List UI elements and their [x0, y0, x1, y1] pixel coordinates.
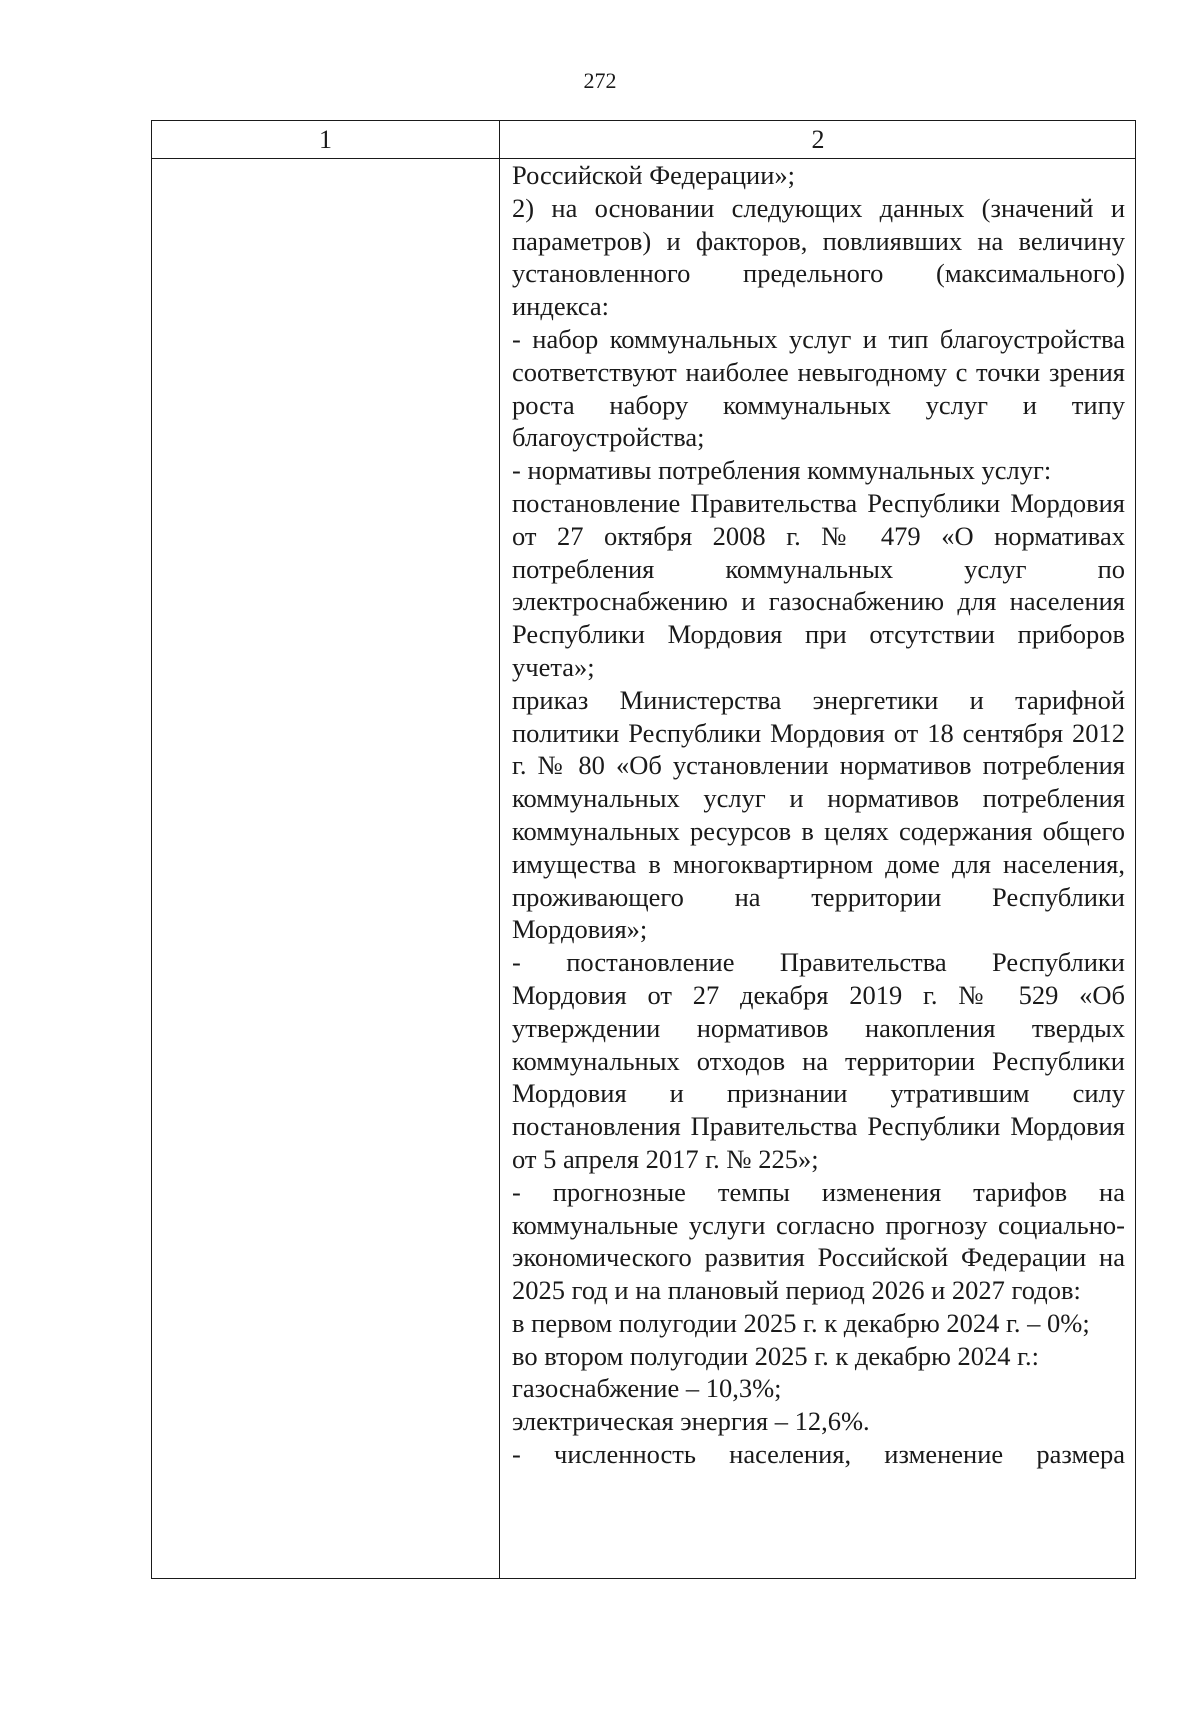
paragraph-first-half: в первом полугодии 2025 г. к декабрю 2024 г. – 0%; — [512, 1307, 1090, 1338]
paragraph-resolution-479: постановление Правительства Республики Мордовия от 27 октября 2008 г. № 479 «О нормативах потребления коммунальных услуг по электроснабжению и газоснабжению для населения Республики Мордовия при отсутствии приборов учета»; — [512, 487, 1125, 682]
paragraph-gas-supply: газоснабжение – 10,3%; — [512, 1373, 782, 1404]
paragraph-intro-tail: Российской Федерации»; — [512, 160, 795, 190]
table-cell-column-1 — [152, 159, 499, 1578]
table-header-row — [152, 121, 1135, 159]
paragraph-data-basis: 2) на основании следующих данных (значений и параметров) и факторов, повлиявших на величину установленного предельного (максимального) индекса: — [512, 192, 1125, 322]
paragraph-resolution-529: - постановление Правительства Республики Мордовия от 27 декабря 2019 г. № 529 «Об утверждении нормативов накопления твердых коммунальных отходов на территории Республики Мордовия и признании утратившим силу постановления Правительства Республики Мордовия от 5 апреля 2017 г. № 225»; — [512, 947, 1125, 1174]
column-header-2: 2 — [811, 125, 825, 154]
document-table — [151, 120, 1136, 1579]
column-divider — [499, 121, 500, 1578]
paragraph-tariff-forecast: - прогнозные темпы изменения тарифов на коммунальные услуги согласно прогнозу социально-экономического развития Российской Федерации на 2025 год и на плановый период 2026 и 2027 годов: — [512, 1176, 1125, 1306]
table-cell-column-2 — [512, 159, 1125, 1578]
paragraph-electric-energy: электрическая энергия – 12,6%. — [512, 1406, 870, 1437]
column-header-1: 1 — [319, 125, 332, 154]
paragraph-order-80: приказ Министерства энергетики и тарифной политики Республики Мордовия от 18 сентября 2012 г. № 80 «Об установлении нормативов потребления коммунальных услуг и нормативов потребления коммунальных ресурсов в целях содержания общего имущества в многоквартирном доме для населения, проживающего на территории Республики Мордовия»; — [512, 684, 1125, 945]
paragraph-consumption-norms: - нормативы потребления коммунальных услуг: — [512, 455, 1052, 486]
paragraph-population: - численность населения, изменение размера — [512, 1439, 1125, 1470]
paragraph-second-half: во втором полугодии 2025 г. к декабрю 2024 г.: — [512, 1340, 1040, 1371]
page-number: 272 — [583, 68, 617, 93]
paragraph-service-set: - набор коммунальных услуг и тип благоустройства соответствуют наиболее невыгодному с точки зрения роста набору коммунальных услуг и типу благоустройства; — [512, 323, 1125, 453]
